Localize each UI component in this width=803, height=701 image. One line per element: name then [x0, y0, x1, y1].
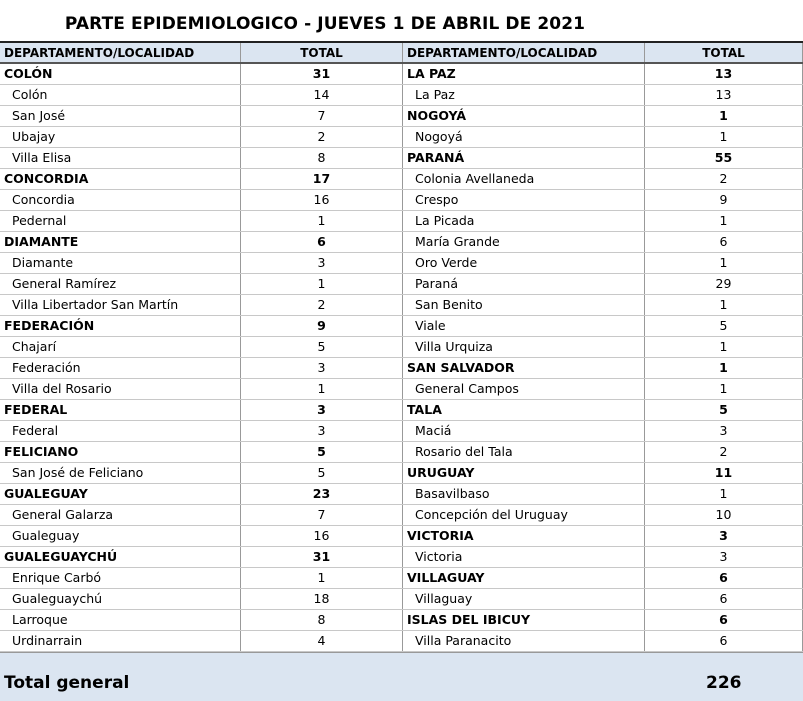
locality-total: 1 — [240, 379, 403, 399]
locality-row — [403, 274, 803, 295]
locality-total: 10 — [644, 505, 803, 525]
locality-row — [403, 169, 803, 190]
department-row — [403, 568, 803, 589]
locality-name: San José de Feliciano — [12, 465, 144, 480]
locality-total: 3 — [644, 421, 803, 441]
right-table — [403, 43, 803, 652]
locality-total: 6 — [644, 232, 803, 252]
locality-row — [0, 211, 403, 232]
locality-total: 3 — [240, 253, 403, 273]
locality-name: Paraná — [415, 276, 459, 291]
locality-row — [403, 295, 803, 316]
report-title: PARTE EPIDEMIOLOGICO - JUEVES 1 DE ABRIL DE 2021 — [64, 14, 586, 34]
locality-name: Diamante — [12, 255, 74, 270]
department-row — [0, 484, 403, 505]
department-name: FEDERACIÓN — [4, 318, 95, 333]
locality-row — [0, 295, 403, 316]
locality-row — [403, 442, 803, 463]
locality-row — [0, 505, 403, 526]
department-name: DIAMANTE — [4, 234, 79, 249]
locality-name: Basavilbaso — [415, 486, 490, 501]
locality-row — [0, 253, 403, 274]
locality-name: Gualeguaychú — [12, 591, 103, 606]
locality-row — [0, 610, 403, 631]
locality-row — [403, 547, 803, 568]
locality-total: 16 — [240, 190, 403, 210]
locality-name: Colón — [12, 87, 48, 102]
department-total: 3 — [644, 526, 803, 546]
locality-name: Enrique Carbó — [12, 570, 102, 585]
department-total: 3 — [240, 400, 403, 420]
department-row — [403, 64, 803, 85]
table-header-row — [0, 43, 403, 64]
department-row — [0, 232, 403, 253]
locality-name: Gualeguay — [12, 528, 80, 543]
table-header-row — [403, 43, 803, 64]
locality-name: Villaguay — [415, 591, 473, 606]
locality-name: María Grande — [415, 234, 500, 249]
locality-total: 1 — [644, 127, 803, 147]
locality-total: 3 — [644, 547, 803, 567]
department-row — [0, 169, 403, 190]
department-row — [403, 106, 803, 127]
department-name: NOGOYÁ — [407, 108, 467, 123]
locality-total: 3 — [240, 358, 403, 378]
locality-total: 7 — [240, 106, 403, 126]
department-row — [403, 358, 803, 379]
left-table — [0, 43, 403, 652]
department-name: PARANÁ — [407, 150, 465, 165]
locality-name: Villa Libertador San Martín — [12, 297, 179, 312]
locality-total: 8 — [240, 610, 403, 630]
locality-row — [0, 106, 403, 127]
department-name: LA PAZ — [407, 66, 456, 81]
right-table-body — [403, 64, 803, 652]
department-name: GUALEGUAY — [4, 486, 88, 501]
locality-name: Villa Urquiza — [415, 339, 493, 354]
locality-total: 5 — [240, 463, 403, 483]
department-total: 5 — [644, 400, 803, 420]
locality-name: Crespo — [415, 192, 459, 207]
locality-name: Victoria — [415, 549, 463, 564]
department-total: 17 — [240, 169, 403, 189]
locality-row — [403, 589, 803, 610]
locality-total: 8 — [240, 148, 403, 168]
locality-name: General Galarza — [12, 507, 114, 522]
locality-row — [0, 631, 403, 652]
locality-row — [403, 211, 803, 232]
department-row — [0, 442, 403, 463]
locality-row — [403, 232, 803, 253]
locality-total: 18 — [240, 589, 403, 609]
locality-name: Maciá — [415, 423, 452, 438]
locality-name: Villa Elisa — [12, 150, 72, 165]
locality-name: Colonia Avellaneda — [415, 171, 535, 186]
department-total: 23 — [240, 484, 403, 504]
locality-row — [403, 379, 803, 400]
locality-row — [0, 337, 403, 358]
department-total: 6 — [644, 610, 803, 630]
department-name: CONCORDIA — [4, 171, 89, 186]
locality-name: Ubajay — [12, 129, 56, 144]
department-name: ISLAS DEL IBICUY — [407, 612, 531, 627]
locality-total: 3 — [240, 421, 403, 441]
department-name: COLÓN — [4, 66, 53, 81]
locality-row — [0, 85, 403, 106]
locality-name: San Benito — [415, 297, 483, 312]
locality-name: Nogoyá — [415, 129, 463, 144]
locality-name: Villa Paranacito — [415, 633, 512, 648]
department-name: TALA — [407, 402, 442, 417]
locality-total: 1 — [644, 253, 803, 273]
locality-row — [403, 190, 803, 211]
locality-name: Urdinarrain — [12, 633, 83, 648]
locality-total: 6 — [644, 631, 803, 651]
locality-total: 1 — [644, 484, 803, 504]
locality-name: Villa del Rosario — [12, 381, 112, 396]
locality-name: Concordia — [12, 192, 75, 207]
locality-row — [403, 127, 803, 148]
locality-row — [403, 505, 803, 526]
locality-total: 5 — [240, 337, 403, 357]
locality-row — [0, 589, 403, 610]
locality-total: 1 — [240, 568, 403, 588]
department-total: 5 — [240, 442, 403, 462]
locality-row — [0, 526, 403, 547]
locality-total: 1 — [644, 295, 803, 315]
locality-name: La Picada — [415, 213, 475, 228]
locality-name: Federal — [12, 423, 59, 438]
department-row — [403, 463, 803, 484]
locality-total: 2 — [644, 169, 803, 189]
locality-row — [0, 127, 403, 148]
header-total: TOTAL — [240, 43, 403, 62]
locality-row — [0, 421, 403, 442]
locality-total: 16 — [240, 526, 403, 546]
department-total: 6 — [240, 232, 403, 252]
header-departamento: DEPARTAMENTO/LOCALIDAD — [4, 46, 195, 60]
department-total: 55 — [644, 148, 803, 168]
locality-name: Rosario del Tala — [415, 444, 513, 459]
locality-row — [403, 484, 803, 505]
locality-total: 1 — [644, 337, 803, 357]
locality-row — [0, 463, 403, 484]
total-general-label: Total general — [4, 673, 130, 693]
locality-row — [403, 85, 803, 106]
locality-name: Chajarí — [12, 339, 57, 354]
department-row — [403, 526, 803, 547]
locality-total: 2 — [240, 295, 403, 315]
locality-row — [403, 421, 803, 442]
department-total: 1 — [644, 106, 803, 126]
header-total: TOTAL — [644, 43, 803, 62]
total-general-value: 226 — [706, 673, 742, 693]
locality-total: 14 — [240, 85, 403, 105]
locality-row — [403, 337, 803, 358]
locality-name: Oro Verde — [415, 255, 478, 270]
department-row — [403, 148, 803, 169]
locality-total: 9 — [644, 190, 803, 210]
locality-row — [0, 568, 403, 589]
locality-name: Pedernal — [12, 213, 67, 228]
locality-name: Concepción del Uruguay — [415, 507, 568, 522]
department-total: 6 — [644, 568, 803, 588]
department-total: 13 — [644, 64, 803, 84]
department-row — [0, 547, 403, 568]
department-name: VICTORIA — [407, 528, 474, 543]
locality-row — [0, 379, 403, 400]
department-name: FEDERAL — [4, 402, 68, 417]
department-name: VILLAGUAY — [407, 570, 485, 585]
locality-total: 1 — [240, 211, 403, 231]
cases-table — [0, 41, 803, 648]
locality-name: Federación — [12, 360, 81, 375]
locality-total: 1 — [644, 211, 803, 231]
locality-row — [403, 316, 803, 337]
header-departamento: DEPARTAMENTO/LOCALIDAD — [407, 46, 598, 60]
locality-total: 5 — [644, 316, 803, 336]
locality-name: General Ramírez — [12, 276, 117, 291]
locality-row — [0, 274, 403, 295]
department-total: 31 — [240, 547, 403, 567]
locality-row — [403, 253, 803, 274]
locality-total: 29 — [644, 274, 803, 294]
locality-total: 7 — [240, 505, 403, 525]
department-row — [0, 316, 403, 337]
locality-total: 1 — [644, 379, 803, 399]
department-name: URUGUAY — [407, 465, 475, 480]
department-name: GUALEGUAYCHÚ — [4, 549, 118, 564]
department-total: 9 — [240, 316, 403, 336]
locality-name: Viale — [415, 318, 446, 333]
locality-name: La Paz — [415, 87, 455, 102]
department-total: 1 — [644, 358, 803, 378]
department-total: 31 — [240, 64, 403, 84]
department-row — [0, 64, 403, 85]
department-total: 11 — [644, 463, 803, 483]
locality-total: 1 — [240, 274, 403, 294]
locality-name: San José — [12, 108, 66, 123]
locality-name: General Campos — [415, 381, 519, 396]
locality-row — [0, 358, 403, 379]
department-row — [403, 400, 803, 421]
total-general-row — [0, 652, 803, 701]
locality-total: 2 — [644, 442, 803, 462]
locality-total: 13 — [644, 85, 803, 105]
locality-total: 4 — [240, 631, 403, 651]
department-name: SAN SALVADOR — [407, 360, 515, 375]
locality-name: Larroque — [12, 612, 68, 627]
department-row — [403, 610, 803, 631]
locality-row — [0, 148, 403, 169]
locality-row — [0, 190, 403, 211]
left-table-body — [0, 64, 403, 652]
locality-total: 2 — [240, 127, 403, 147]
department-name: FELICIANO — [4, 444, 79, 459]
department-row — [0, 400, 403, 421]
locality-row — [403, 631, 803, 652]
locality-total: 6 — [644, 589, 803, 609]
